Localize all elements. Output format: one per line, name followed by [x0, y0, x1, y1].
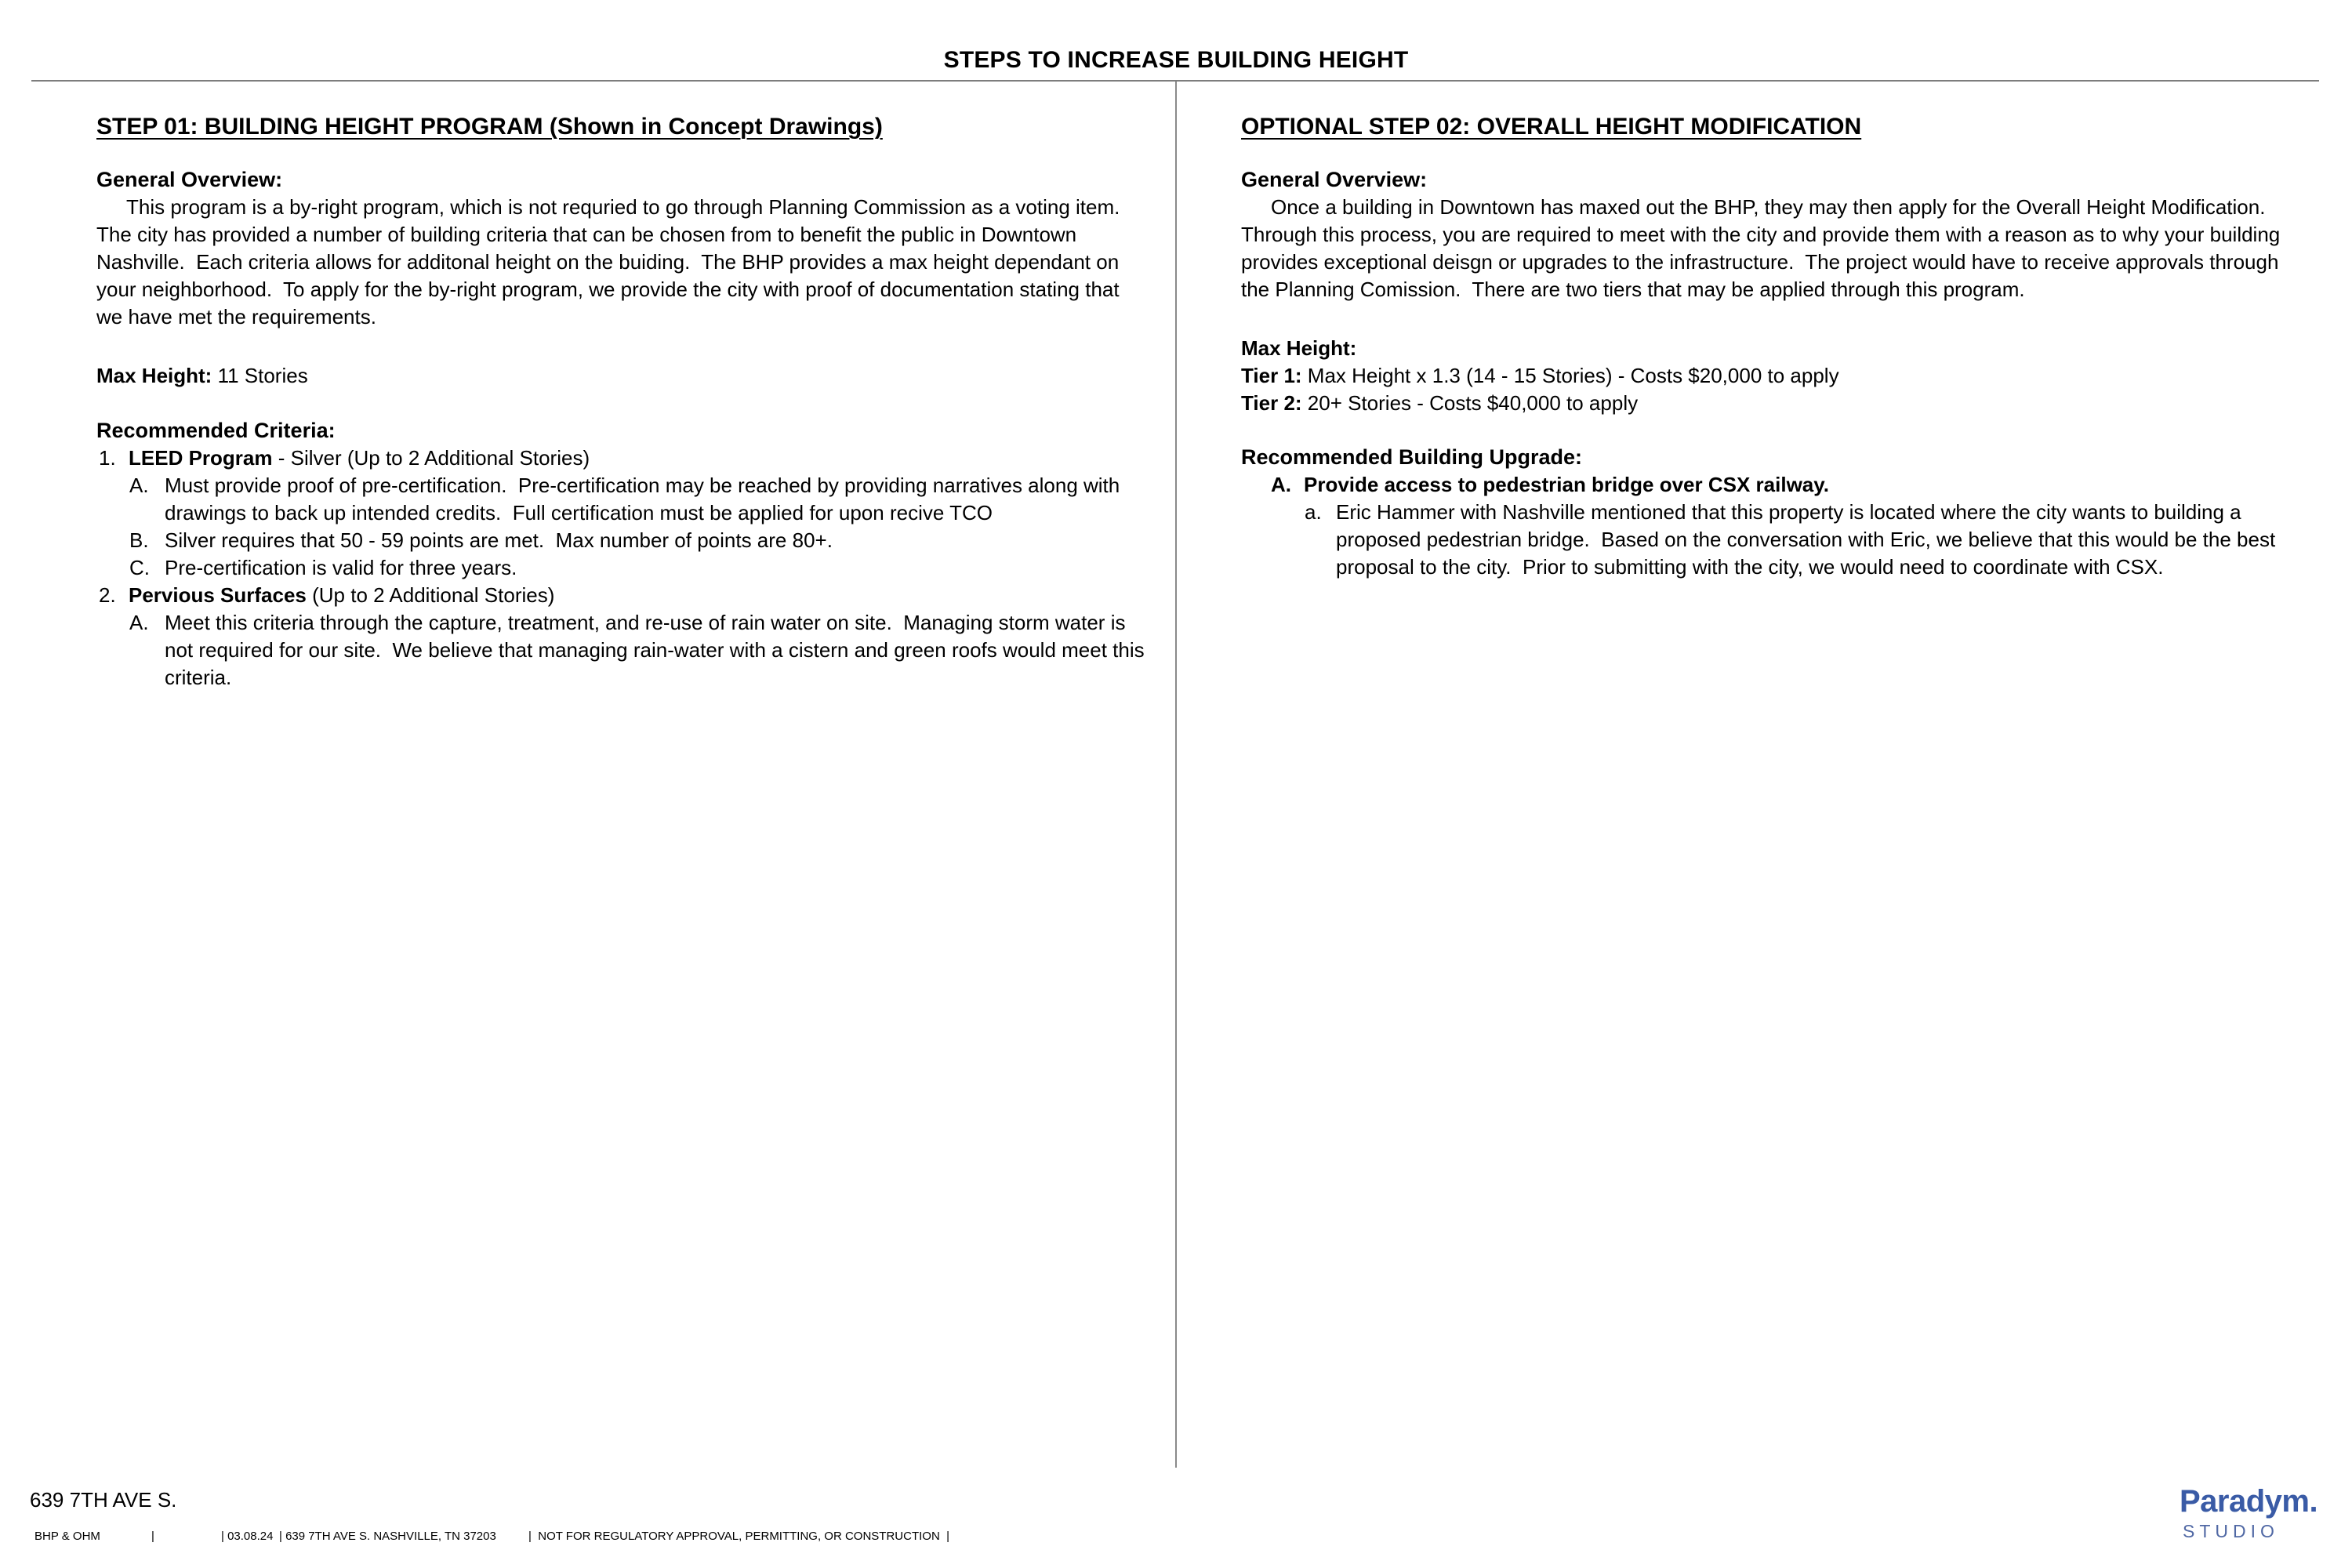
- tier1-text: Max Height x 1.3 (14 - 15 Stories) - Costs $20,000 to apply: [1301, 364, 1839, 387]
- list-subitem: [96, 472, 1147, 527]
- tier2-text: 20+ Stories - Costs $40,000 to apply: [1301, 391, 1639, 415]
- list-subitem: [96, 609, 1150, 691]
- step1-general-overview-text: This program is a by-right program, which is not requried to go through Planning Commission as a voting item. The city has provided a number of building criteria that can be chosen from to benefit the public in Downtown Nashville. Each criteria allows for additonal height on the buiding. The BHP provides a max height dependant on your neighborhood. To apply for the by-right program, we provide the city with proof of documentation stating that we have met the requirements.: [96, 195, 1131, 328]
- list-item-bold: LEED Program: [129, 446, 273, 470]
- max-height-value: 11 Stories: [212, 364, 308, 387]
- footer-separator: |: [151, 1530, 154, 1543]
- step1-general-overview-label: General Overview:: [96, 168, 283, 191]
- footer-disclaimer: | NOT FOR REGULATORY APPROVAL, PERMITTING, OR CONSTRUCTION |: [528, 1530, 950, 1543]
- list-item-leed: [96, 445, 1147, 472]
- step2-heading: OPTIONAL STEP 02: OVERALL HEIGHT MODIFICATION: [1241, 114, 1862, 140]
- column-divider-line: [1175, 82, 1177, 1468]
- list-item-rest: (Up to 2 Additional Stories): [306, 583, 555, 607]
- upgrade-item-text: Provide access to pedestrian bridge over CSX railway.: [1304, 473, 1830, 496]
- step2-general-overview-label: General Overview:: [1241, 168, 1428, 191]
- list-subitem: [96, 554, 1147, 582]
- step2-column: [1241, 113, 2288, 581]
- upgrade-subitem: [1241, 499, 2288, 581]
- list-subitem-text: Must provide proof of pre-certification. Pre-certification may be reached by providing narratives along with drawings to back up intended credits. Full certification must be applied for upon recive TCO: [165, 474, 1126, 524]
- list-marker: a.: [1305, 500, 1322, 524]
- list-subitem-text: Pre-certification is valid for three years.: [165, 556, 517, 579]
- list-item-rest: - Silver (Up to 2 Additional Stories): [272, 446, 590, 470]
- step1-max-height-line: [96, 362, 1147, 390]
- footer-firm: BHP & OHM: [34, 1530, 100, 1543]
- tier1-line: [1241, 362, 2288, 390]
- upgrade-subitem-text: Eric Hammer with Nashville mentioned that this property is located where the city wants to building a proposed pedestrian bridge. Based on the conversation with Eric, we believe that this would be the best proposal to the city. Prior to submitting with the city, we would need to coordinate with CSX.: [1336, 500, 2281, 579]
- paradym-logo: Paradym.: [2180, 1484, 2318, 1519]
- project-address: 639 7TH AVE S.: [30, 1488, 177, 1512]
- paradym-logo-studio: STUDIO: [2183, 1521, 2279, 1541]
- list-marker: A.: [129, 474, 149, 497]
- list-marker: 2.: [99, 583, 116, 607]
- footer-date: | 03.08.24: [221, 1530, 274, 1543]
- list-marker: C.: [129, 556, 150, 579]
- list-item-pervious: [96, 582, 1147, 609]
- tier2-line: [1241, 390, 2288, 417]
- list-marker: A.: [1271, 473, 1291, 496]
- step1-column: [96, 113, 1150, 691]
- max-height-label: Max Height:: [96, 364, 212, 387]
- list-marker: A.: [129, 611, 149, 634]
- upgrade-item: [1241, 471, 2288, 499]
- list-marker: 1.: [99, 446, 116, 470]
- list-marker: B.: [129, 528, 149, 552]
- list-subitem: [96, 527, 1147, 554]
- list-subitem-text: Silver requires that 50 - 59 points are met. Max number of points are 80+.: [165, 528, 833, 552]
- footer-meta-row: [0, 1529, 2352, 1548]
- step1-heading: STEP 01: BUILDING HEIGHT PROGRAM (Shown in Concept Drawings): [96, 114, 883, 140]
- list-item-bold: Pervious Surfaces: [129, 583, 307, 607]
- list-subitem-text: Meet this criteria through the capture, treatment, and re-use of rain water on site. Managing storm water is not required for our site. We believe that managing rain-water with a cistern and green roofs would meet this criteria.: [165, 611, 1150, 689]
- step2-max-height-label: Max Height:: [1241, 336, 1357, 360]
- recommended-upgrade-label: Recommended Building Upgrade:: [1241, 445, 1583, 469]
- page-title: STEPS TO INCREASE BUILDING HEIGHT: [943, 47, 1409, 73]
- tier2-label: Tier 2:: [1241, 391, 1302, 415]
- footer-site-address: | 639 7TH AVE S. NASHVILLE, TN 37203: [279, 1530, 496, 1543]
- step2-general-overview-text: Once a building in Downtown has maxed out the BHP, they may then apply for the Overall Height Modification. Through this process, you are required to meet with the city and provide them with a reason as to why your building provides exceptional deisgn or upgrades to the infrastructure. The project would have to receive approvals through the Planning Comission. There are two tiers that may be applied through this program.: [1241, 195, 2286, 301]
- recommended-criteria-label: Recommended Criteria:: [96, 419, 336, 442]
- tier1-label: Tier 1:: [1241, 364, 1302, 387]
